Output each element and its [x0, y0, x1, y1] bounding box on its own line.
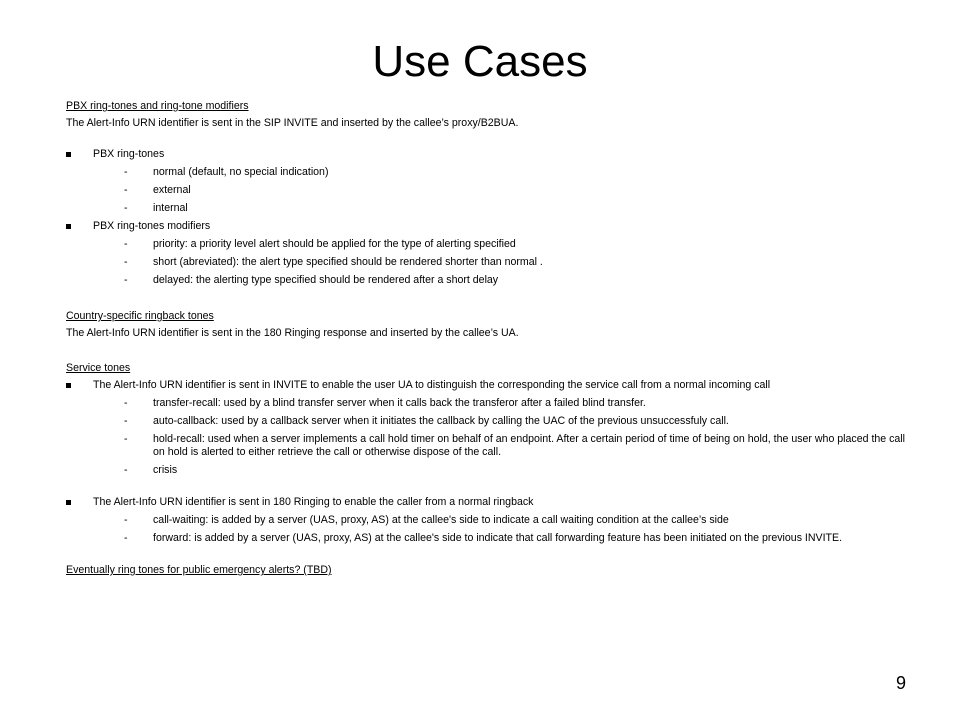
list-item: - external — [124, 184, 191, 196]
square-bullet-icon — [66, 152, 71, 157]
slide-title: Use Cases — [372, 37, 588, 86]
country-intro: The Alert-Info URN identifier is sent in the 180 Ringing response and inserted by the callee’s UA. — [66, 327, 519, 339]
dash-bullet-icon: - — [124, 184, 128, 196]
pbx-group-modifiers — [66, 220, 916, 233]
dash-bullet-icon: - — [124, 532, 128, 544]
bullet-label: The Alert-Info URN identifier is sent in INVITE to enable the user UA to distinguish the corresponding the service call from a normal incoming call — [93, 379, 771, 391]
service-heading: Service tones — [66, 362, 131, 374]
bullet-label: PBX ring-tones — [93, 148, 165, 160]
bullet-label: PBX ring-tones modifiers — [93, 220, 211, 232]
pbx-heading: PBX ring-tones and ring-tone modifiers — [66, 100, 249, 112]
slide-content — [66, 100, 916, 581]
pbx-group-ringtones — [66, 148, 916, 161]
square-bullet-icon — [66, 224, 71, 229]
list-item: - normal (default, no special indication) — [124, 166, 329, 178]
bullet-label: The Alert-Info URN identifier is sent in 180 Ringing to enable the caller from a normal ringback — [93, 496, 534, 508]
emergency-heading: Eventually ring tones for public emergency alerts? (TBD) — [66, 564, 332, 576]
dash-bullet-icon: - — [124, 464, 128, 476]
dash-bullet-icon: - — [124, 238, 128, 250]
list-item: - crisis — [124, 464, 178, 476]
service-group-invite — [66, 379, 916, 392]
dash-bullet-icon: - — [124, 415, 128, 427]
dash-bullet-icon: - — [124, 274, 128, 286]
dash-bullet-icon: - — [124, 256, 128, 268]
pbx-intro: The Alert-Info URN identifier is sent in the SIP INVITE and inserted by the callee’s proxy/B2BUA. — [66, 117, 519, 129]
dash-bullet-icon: - — [124, 397, 128, 409]
list-item: - short (abreviated): the alert type specified should be rendered shorter than normal . — [124, 256, 543, 268]
square-bullet-icon — [66, 383, 71, 388]
list-item: - delayed: the alerting type specified should be rendered after a short delay — [124, 274, 499, 286]
dash-bullet-icon: - — [124, 433, 128, 445]
dash-bullet-icon: - — [124, 166, 128, 178]
service-group-ringing — [66, 496, 916, 509]
list-item: - priority: a priority level alert should be applied for the type of alerting specified — [124, 238, 516, 250]
page-number: 9 — [895, 673, 906, 693]
list-item: - hold-recall: used when a server implements a call hold timer on behalf of an endpoint. After a certain period of time of being on hold, the user who placed the call on hold is alerted to either retrieve the call or otherwise dispose of the call. — [124, 433, 906, 458]
list-item: - call-waiting: is added by a server (UAS, proxy, AS) at the callee's side to indicate a call waiting condition at the callee’s side — [124, 514, 729, 526]
country-heading: Country-specific ringback tones — [66, 310, 214, 322]
list-item: - transfer-recall: used by a blind transfer server when it calls back the transferor after a failed blind transfer. — [124, 397, 646, 409]
list-item: - internal — [124, 202, 188, 214]
dash-bullet-icon: - — [124, 514, 128, 526]
list-item: - auto-callback: used by a callback server when it initiates the callback by calling the UAC of the previous unsuccessfuly call. — [124, 415, 729, 427]
square-bullet-icon — [66, 500, 71, 505]
dash-bullet-icon: - — [124, 202, 128, 214]
list-item: - forward: is added by a server (UAS, proxy, AS) at the callee's side to indicate that call forwarding feature has been initiated on the previous INVITE. — [124, 532, 843, 544]
